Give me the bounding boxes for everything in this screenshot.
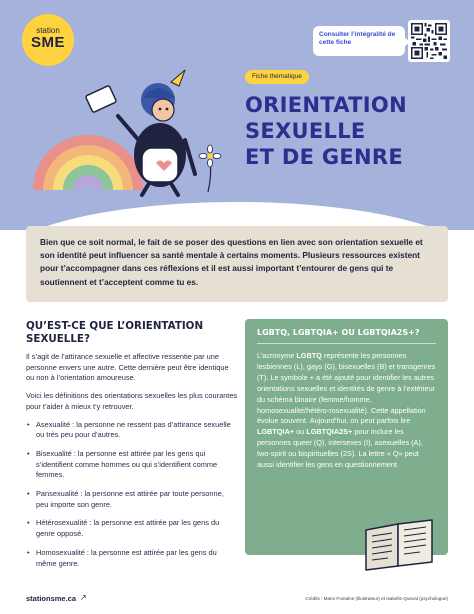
title-line-2: SEXUELLE	[245, 119, 366, 143]
flower-icon	[199, 145, 221, 192]
definition-heading: QU’EST-CE QUE L’ORIENTATION SEXUELLE?	[26, 320, 204, 345]
qr-caption-bubble: Consulter l’intégralité de cette fiche	[313, 26, 405, 56]
definition-column	[26, 320, 238, 577]
lgbtq-acronym-2: LGBTQIA+	[257, 427, 295, 437]
lgbtq-acronym-3: LGBTQIA2S+	[306, 427, 353, 437]
lgbtq-text-3: ou	[294, 427, 307, 437]
station-sme-logo[interactable]	[22, 14, 74, 66]
list-item: • Homosexualité : la personne est attirée par les gens du même genre.	[26, 548, 238, 569]
unicorn-character-illustration	[30, 60, 230, 200]
qr-code-icon[interactable]	[408, 20, 450, 62]
list-item: • Bisexualité : la personne est attirée par les gens qui s’identifient comme hommes ou qui s’identifient comme femmes.	[26, 449, 238, 481]
footer	[26, 594, 448, 606]
definition-paragraph-1: Il s’agit de l’attirance sexuelle et affective ressentie par une personne envers une autre. Cette dernière peut être identique ou non à l’orientation amoureuse.	[26, 352, 229, 383]
fiche-thematique-tag: Fiche thématique	[245, 70, 309, 84]
intro-box: Bien que ce soit normal, le fait de se poser des questions en lien avec son orientation sexuelle et son identité peut influencer sa santé mentale à certains moments. Plusieurs ressources existent pour t’accompagner dans ces réflexions et il est aussi important t’entourer de gens qui te soutiennent et t’acceptent comme tu es.	[26, 226, 448, 302]
lgbtq-paragraph	[257, 351, 436, 471]
page-title	[245, 92, 407, 170]
website-link[interactable]: stationsme.ca	[26, 594, 77, 603]
rainbow-icon	[38, 140, 138, 190]
lgbtq-text-2: représente les personnes lesbiennes (L), gays (G), bisexuelles (B) et transgenres (T). Le symbole + a été ajouté pour identifier les autres orientations sexuelles et identités de genre à l’extérieur du schéma binaire (femme/homme, homosexualité/hétéro-rosexualité). Cette appellation évolue souvent. Aujourd’hui, on peut parfois lire	[257, 351, 436, 426]
lgbtq-heading: LGBTQ, LGBTQIA+ OU LGBTQIA2S+?	[257, 327, 436, 344]
lgbtq-text-1: L’acronyme	[257, 351, 297, 360]
list-item: • Asexualité : la personne ne ressent pas d’attirance sexuelle ou très peu pour d’autres.	[26, 420, 238, 441]
list-item: • Hétérosexualité : la personne est attirée par les gens du genre opposé.	[26, 518, 238, 539]
open-book-icon	[360, 516, 438, 572]
orientation-list	[26, 420, 238, 570]
lgbtq-text-4: pour inclure les personnes queer (Q), intersexes (I), asexuelles (A), two-spirit ou bispirituelles (2S). La lettre « Q» peut aussi identifier les gens en questionnement.	[257, 427, 423, 470]
logo-line1: station	[36, 26, 60, 35]
credits-text: Crédits : Mario Fontaine (illustrateur) et Isabelle Queval (psychologue)	[305, 596, 448, 601]
definition-paragraph-2: Voici les définitions des orientations sexuelles les plus courantes pour t’aider à mieux t’y retrouver.	[26, 391, 238, 411]
logo-line2: SME	[30, 34, 65, 51]
list-item: • Pansexualité : la personne est attirée par toute personne, peu importe son genre.	[26, 489, 238, 510]
lgbtq-acronym-1: LGBTQ	[296, 351, 322, 360]
external-link-arrow-icon[interactable]: ↗	[80, 593, 87, 602]
title-line-3: ET DE GENRE	[245, 145, 404, 169]
title-line-1: ORIENTATION	[245, 93, 407, 117]
